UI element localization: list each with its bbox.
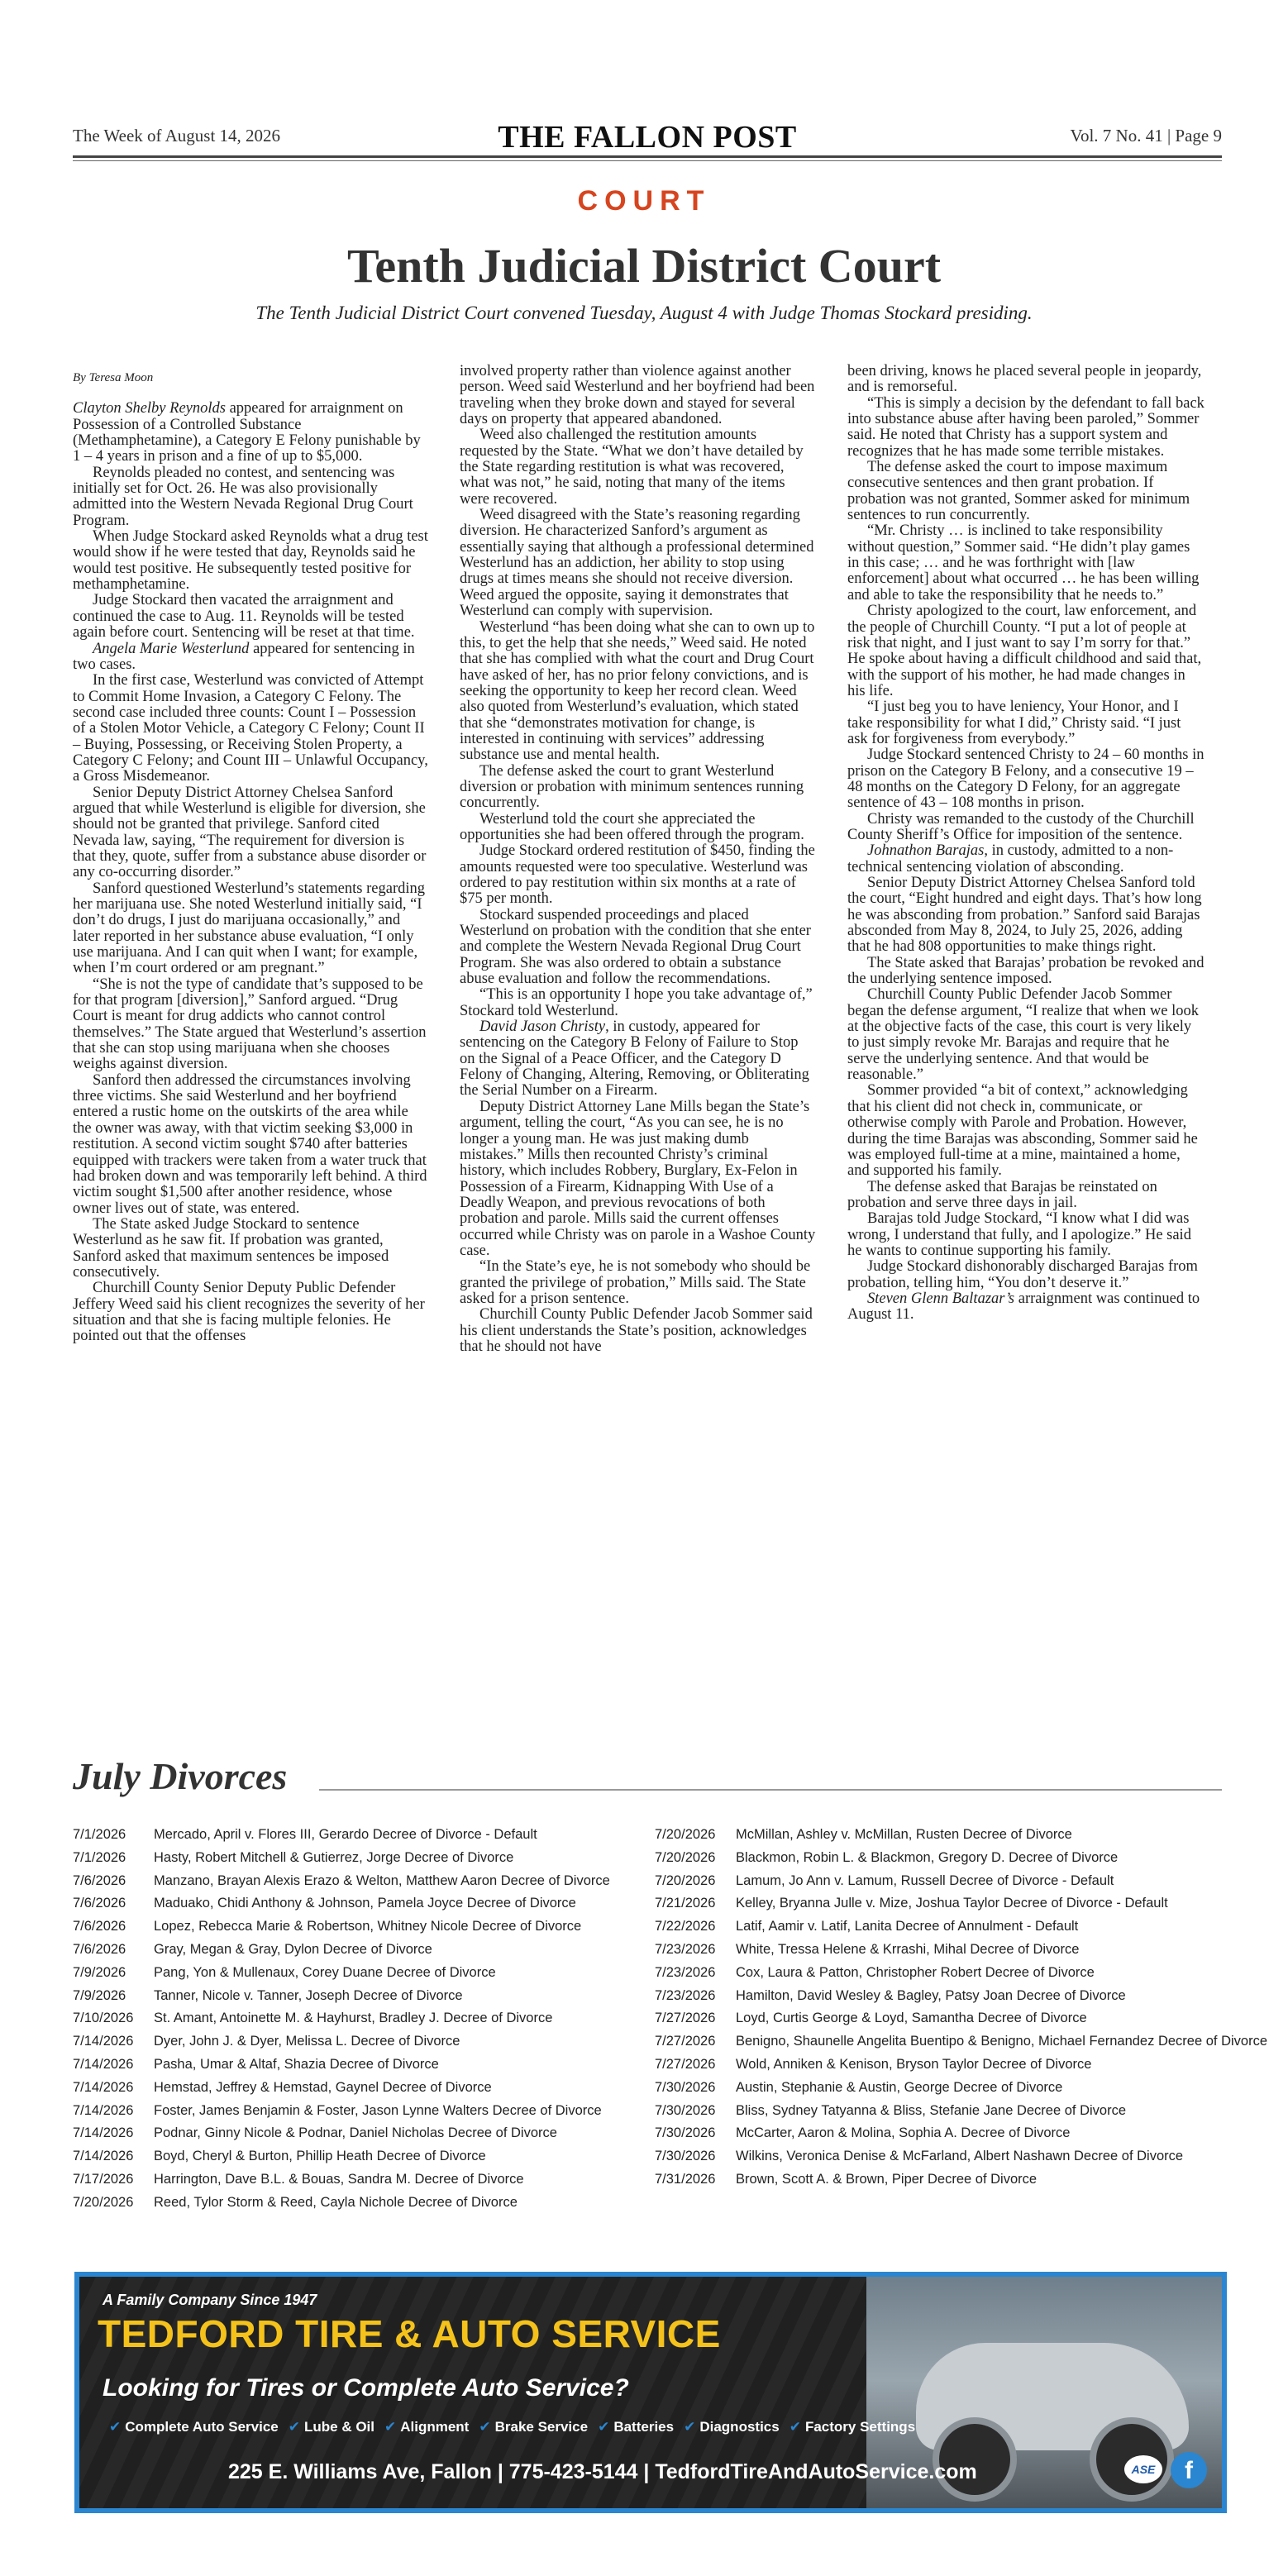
ad-service-item bbox=[598, 2419, 674, 2435]
defendant-name: Clayton Shelby Reynolds bbox=[73, 400, 226, 417]
divorce-case: Tanner, Nicole v. Tanner, Joseph Decree of Divorce bbox=[154, 1987, 463, 2003]
ad-service-label: Brake Service bbox=[494, 2419, 589, 2435]
paragraph: “She is not the type of candidate that’s supposed to be for that program [diversion],” Sanford argued. “Drug Court is meant for drug addicts who cannot control themselves.” The State argued that Westerlund’s assertion that she can stop using marijuana when she chooses weighs against diversion. bbox=[73, 976, 427, 1073]
paragraph: Deputy District Attorney Lane Mills began the State’s argument, telling the court, “As you can see, he is no longer a young man. He was just making dumb mistakes.” Mills then recounted Christy’s criminal history, which includes Robbery, Burglary, Ex-Felon in Possession of a Firearm, Kidnapping With Use of a Deadly Weapon, and previous revocations of both probation and parole. Mills said the current offenses occurred while Christy was on parole in a Washoe County case. bbox=[460, 1098, 816, 1259]
divorce-case: Blackmon, Robin L. & Blackmon, Gregory D. Decree of Divorce bbox=[736, 1849, 1119, 1865]
paragraph: The defense asked that Barajas be reinstated on probation and serve three days in jail. bbox=[847, 1178, 1157, 1211]
paragraph: Judge Stockard ordered restitution of $450, finding the amounts requested were too speculative. Westerlund was ordered to pay restitution within six months at a rate of $75 per month. bbox=[460, 842, 815, 908]
divorce-case: Latif, Aamir v. Latif, Lanita Decree of Annulment - Default bbox=[736, 1919, 1079, 1934]
divorce-date: 7/17/2026 bbox=[73, 2171, 134, 2187]
article-column-1 bbox=[73, 364, 430, 1345]
paragraph: Sanford then addressed the circumstances involving three victims. She said Westerlund and her boyfriend entered a rustic home on the outskirts of the area while the owner was away, with that victim seeking $3,000 in restitution. A second victim sought $740 after batteries equipped with trackers were taken from a water truck that had broken down and was temporarily left behind. A third victim sought $1,500 after another residence, whose owner lives out of state, was entered. bbox=[73, 1071, 427, 1217]
divorce-case: Austin, Stephanie & Austin, George Decree of Divorce bbox=[736, 2079, 1063, 2095]
divorce-case: Wold, Anniken & Kenison, Bryson Taylor Decree of Divorce bbox=[736, 2056, 1092, 2072]
divorce-case: Manzano, Brayan Alexis Erazo & Welton, Matthew Aaron Decree of Divorce bbox=[154, 1872, 610, 1888]
paragraph: Judge Stockard dishonorably discharged Barajas from probation, telling him, “You don’t deserve it.” bbox=[847, 1258, 1198, 1291]
divorce-date: 7/6/2026 bbox=[73, 1872, 126, 1888]
divorce-case: St. Amant, Antoinette M. & Hayhurst, Bradley J. Decree of Divorce bbox=[154, 2011, 553, 2026]
defendant-name: Johnathon Barajas bbox=[867, 842, 985, 860]
divorce-case: Boyd, Cheryl & Burton, Phillip Heath Decree of Divorce bbox=[154, 2149, 486, 2164]
divorce-row bbox=[655, 1892, 1217, 1915]
divorce-date: 7/1/2026 bbox=[73, 1849, 126, 1865]
divorce-row bbox=[73, 2030, 635, 2054]
divorce-case: Pang, Yon & Mullenaux, Corey Duane Decree of Divorce bbox=[154, 1964, 496, 1980]
divorce-date: 7/30/2026 bbox=[655, 2149, 716, 2164]
ad-service-item bbox=[109, 2419, 279, 2435]
divorce-row bbox=[655, 2007, 1217, 2030]
divorces-title: July Divorces bbox=[73, 1755, 288, 1797]
divorce-row bbox=[73, 2054, 635, 2077]
ad-slogan: Looking for Tires or Complete Auto Service? bbox=[103, 2374, 629, 2402]
header-rule bbox=[73, 155, 1222, 158]
divorce-date: 7/31/2026 bbox=[655, 2171, 716, 2187]
divorce-case: Foster, James Benjamin & Foster, Jason Lynne Walters Decree of Divorce bbox=[154, 2102, 602, 2118]
divorce-case: Dyer, John J. & Dyer, Melissa L. Decree of Divorce bbox=[154, 2034, 460, 2049]
divorce-row bbox=[655, 1962, 1217, 1985]
article-column-2 bbox=[460, 364, 817, 1355]
divorce-case: Hamilton, David Wesley & Bagley, Patsy Joan Decree of Divorce bbox=[736, 1987, 1126, 2003]
divorce-row bbox=[655, 2077, 1217, 2100]
paragraph: The defense asked the court to grant Westerlund diversion or probation with minimum sentences running concurrently. bbox=[460, 762, 804, 812]
divorce-row bbox=[655, 2145, 1217, 2168]
divorces-list-right bbox=[655, 1824, 1267, 2192]
divorce-date: 7/20/2026 bbox=[655, 1827, 716, 1842]
ad-service-label: Lube & Oil bbox=[303, 2419, 374, 2435]
divorce-row bbox=[655, 1985, 1217, 2008]
divorces-rule bbox=[319, 1789, 1222, 1791]
divorce-case: McMillan, Ashley v. McMillan, Rusten Decree of Divorce bbox=[736, 1827, 1072, 1842]
paragraph bbox=[847, 1291, 1205, 1324]
divorce-case: Wilkins, Veronica Denise & McFarland, Albert Nashawn Decree of Divorce bbox=[736, 2149, 1184, 2164]
paragraph: involved property rather than violence against another person. Weed said Westerlund and her boyfriend had been traveling when they broke down and stayed for several days on property that appeared abandoned. bbox=[460, 363, 815, 428]
divorces-list-left bbox=[73, 1824, 635, 2215]
divorce-row bbox=[655, 2030, 1267, 2054]
divorce-row bbox=[73, 1985, 635, 2008]
ad-service-item bbox=[684, 2419, 780, 2435]
divorce-date: 7/27/2026 bbox=[655, 2034, 716, 2049]
ad-service-item bbox=[479, 2419, 588, 2435]
paragraph-text: , in custody, appeared for sentencing on the Category B Felony of Failure to Stop on the Signal of a Peace Officer, and the Category D Felony of Changing, Altering, Removing, or Obliterating the Serial Number on a Firearm. bbox=[460, 1018, 809, 1100]
divorce-row bbox=[655, 2122, 1217, 2145]
divorce-date: 7/14/2026 bbox=[73, 2102, 134, 2118]
divorce-case: Harrington, Dave B.L. & Bouas, Sandra M. Decree of Divorce bbox=[154, 2171, 524, 2187]
divorce-row bbox=[73, 2168, 635, 2192]
paragraph: Stockard suspended proceedings and placed Westerlund on probation with the condition that she enter and complete the Western Nevada Regional Drug Court Program. She was also ordered to obtain a substance abuse evaluation and follow the recommendations. bbox=[460, 906, 811, 988]
divorce-row bbox=[655, 2100, 1217, 2123]
paragraph: “I just beg you to have leniency, Your Honor, and I take responsibility for what I did,” Christy said. “I just ask for forgiveness from everybody.” bbox=[847, 699, 1181, 747]
divorce-row bbox=[655, 2054, 1217, 2077]
divorce-case: Reed, Tylor Storm & Reed, Cayla Nichole Decree of Divorce bbox=[154, 2194, 518, 2210]
divorce-case: Bliss, Sydney Tatyanna & Bliss, Stefanie Jane Decree of Divorce bbox=[736, 2102, 1127, 2118]
headline: Tenth Judicial District Court bbox=[346, 239, 942, 293]
divorce-date: 7/9/2026 bbox=[73, 1964, 126, 1980]
divorce-row bbox=[73, 1915, 635, 1939]
divorce-date: 7/23/2026 bbox=[655, 1987, 716, 2003]
paragraph: Churchill County Senior Deputy Public Defender Jeffery Weed said his client recognizes the severity of her situation and that she is facing multiple felonies. He pointed out that the offenses bbox=[73, 1280, 425, 1345]
ad-service-label: Alignment bbox=[400, 2419, 470, 2435]
ad-service-label: Batteries bbox=[613, 2419, 675, 2435]
paragraph: Churchill County Public Defender Jacob Sommer began the defense argument, “I realize that when we look at the objective facts of the case, this court is very likely to just simply revoke Mr. Barajas and require that he serve the underlying sentence. And that would be reasonable.” bbox=[847, 986, 1199, 1084]
car-wheel bbox=[933, 2417, 1017, 2502]
paragraph-text: , in custody, admitted to a non-technical sentencing violation of absconding. bbox=[847, 842, 1174, 875]
divorce-date: 7/27/2026 bbox=[655, 2011, 716, 2026]
divorce-row bbox=[73, 1847, 635, 1870]
ase-logo-icon: ASE bbox=[1124, 2455, 1162, 2483]
divorce-case: Lopez, Rebecca Marie & Robertson, Whitney Nicole Decree of Divorce bbox=[154, 1919, 582, 1934]
divorce-case: Loyd, Curtis George & Loyd, Samantha Decree of Divorce bbox=[736, 2011, 1087, 2026]
divorce-case: Gray, Megan & Gray, Dylon Decree of Divorce bbox=[154, 1941, 432, 1957]
divorce-date: 7/20/2026 bbox=[73, 2194, 134, 2210]
divorce-row bbox=[73, 2077, 635, 2100]
ad-contact[interactable]: 225 E. Williams Ave, Fallon | 775-423-5144 | TedfordTireAndAutoService.com bbox=[228, 2460, 977, 2483]
paragraph bbox=[73, 401, 430, 465]
paragraph: Westerlund told the court she appreciated the opportunities she had been offered through the program. bbox=[460, 810, 804, 843]
divorce-date: 7/14/2026 bbox=[73, 2056, 134, 2072]
paragraph: Judge Stockard sentenced Christy to 24 – 60 months in prison on the Category B Felony, and a consecutive 19 – 48 months on the Category D Felony, for an aggregate sentence of 43 – 108 months in prison. bbox=[847, 747, 1205, 812]
divorce-case: Kelley, Bryanna Julle v. Mize, Joshua Taylor Decree of Divorce - Default bbox=[736, 1896, 1168, 1911]
checkmark-icon: ✔ bbox=[479, 2419, 491, 2435]
divorce-case: Cox, Laura & Patton, Christopher Robert Decree of Divorce bbox=[736, 1964, 1095, 1980]
paragraph: Judge Stockard then vacated the arraignment and continued the case to Aug. 11. Reynolds will be tested again before court. Sentencing will be reset at that time. bbox=[73, 592, 415, 642]
paragraph: The State asked that Barajas’ probation be revoked and the underlying sentence imposed. bbox=[847, 954, 1205, 988]
paragraph: Barajas told Judge Stockard, “I know what I did was wrong, I understand that fully, and I apologize.” He said he wants to continue supporting his family. bbox=[847, 1210, 1191, 1259]
paragraph: “This is simply a decision by the defendant to fall back into substance abuse after having been paroled,” Sommer said. He noted that Christy has a support system and recognizes that he has made some terrible mistakes. bbox=[847, 394, 1205, 460]
divorce-row bbox=[73, 2145, 635, 2168]
paragraph-text: appeared for arraignment on Possession of a Controlled Substance (Methamphetamine), a Category E Felony punishable by 1 – 4 years in prison and a fine of up to $5,000. bbox=[73, 400, 421, 465]
divorce-date: 7/30/2026 bbox=[655, 2102, 716, 2118]
divorce-case: Benigno, Shaunelle Angelita Buentipo & Benigno, Michael Fernandez Decree of Divorce bbox=[736, 2034, 1267, 2049]
divorce-date: 7/6/2026 bbox=[73, 1896, 126, 1911]
divorce-row bbox=[655, 1870, 1217, 1893]
divorce-case: White, Tressa Helene & Krrashi, Mihal Decree of Divorce bbox=[736, 1941, 1080, 1957]
paragraph: Weed also challenged the restitution amounts requested by the State. “What we don’t have detailed by the State regarding restitution is what was recovered, what was not,” he said, noting that many of the items were recovered. bbox=[460, 427, 804, 508]
ad-service-item bbox=[384, 2419, 469, 2435]
divorce-date: 7/14/2026 bbox=[73, 2034, 134, 2049]
paragraph bbox=[460, 1019, 817, 1100]
divorce-date: 7/14/2026 bbox=[73, 2125, 134, 2141]
divorce-date: 7/27/2026 bbox=[655, 2056, 716, 2072]
defendant-name: Steven Glenn Baltazar’s bbox=[867, 1290, 1015, 1307]
divorce-row bbox=[73, 2100, 635, 2123]
divorce-date: 7/6/2026 bbox=[73, 1919, 126, 1934]
volume-page: Vol. 7 No. 41 | Page 9 bbox=[1070, 126, 1222, 145]
checkmark-icon: ✔ bbox=[109, 2419, 122, 2435]
divorce-date: 7/20/2026 bbox=[655, 1849, 716, 1865]
divorce-row bbox=[73, 2122, 635, 2145]
divorce-row bbox=[73, 1962, 635, 1985]
checkmark-icon: ✔ bbox=[598, 2419, 610, 2435]
header-rule-thin bbox=[73, 160, 1222, 161]
paragraph: “This is an opportunity I hope you take advantage of,” Stockard told Westerlund. bbox=[460, 986, 813, 1019]
article-column-3 bbox=[847, 364, 1205, 1324]
divorce-date: 7/10/2026 bbox=[73, 2011, 134, 2026]
checkmark-icon: ✔ bbox=[789, 2419, 801, 2435]
facebook-icon[interactable]: f bbox=[1171, 2452, 1207, 2488]
divorce-row bbox=[73, 2007, 635, 2030]
ad-brand: TEDFORD TIRE & AUTO SERVICE bbox=[98, 2312, 721, 2355]
paragraph bbox=[73, 642, 430, 674]
divorce-row bbox=[73, 1892, 635, 1915]
masthead bbox=[73, 119, 1222, 155]
ad-service-item bbox=[789, 2419, 915, 2435]
divorce-row bbox=[655, 1915, 1217, 1939]
divorce-date: 7/22/2026 bbox=[655, 1919, 716, 1934]
paper-name: THE FALLON POST bbox=[498, 120, 797, 155]
tedford-ad[interactable] bbox=[74, 2272, 1227, 2513]
section-label: COURT bbox=[577, 185, 711, 217]
divorce-case: Maduako, Chidi Anthony & Johnson, Pamela Joyce Decree of Divorce bbox=[154, 1896, 576, 1911]
paragraph: Christy apologized to the court, law enforcement, and the people of Churchill County. “I put a lot of people at risk that night, and I just want to say I’m sorry for that.” He spoke about having a difficult childhood and said that, with the support of his mother, he had made changes in his life. bbox=[847, 603, 1202, 699]
divorce-row bbox=[655, 1824, 1217, 1847]
checkmark-icon: ✔ bbox=[684, 2419, 696, 2435]
paragraph: “Mr. Christy … is inclined to take responsibility without question,” Sommer said. “He didn’t play games in this case; … and he was forthright with [law enforcement] about what occurred … he has been willing and able to take the responsibility that he needs to.” bbox=[847, 522, 1200, 603]
divorce-date: 7/14/2026 bbox=[73, 2079, 134, 2095]
divorce-date: 7/30/2026 bbox=[655, 2125, 716, 2141]
divorce-case: Hasty, Robert Mitchell & Gutierrez, Jorge Decree of Divorce bbox=[154, 1849, 514, 1865]
divorce-case: Hemstad, Jeffrey & Hemstad, Gaynel Decree of Divorce bbox=[154, 2079, 492, 2095]
deck: The Tenth Judicial District Court convened Tuesday, August 4 with Judge Thomas Stockard presiding. bbox=[255, 303, 1033, 323]
paragraph bbox=[847, 843, 1205, 875]
paragraph: In the first case, Westerlund was convicted of Attempt to Commit Home Invasion, a Category C Felony. The second case included three counts: Count I – Possession of a Stolen Motor Vehicle, a Category C Felony; Count II – Buying, Possessing, or Receiving Stolen Property, a Category C Felony; and Count III – Unlawful Occupancy, a Gross Misdemeanor. bbox=[73, 672, 428, 785]
issue-date: The Week of August 14, 2026 bbox=[73, 126, 281, 145]
paragraph-text: appeared for sentencing in two cases. bbox=[73, 640, 415, 673]
paragraph: Christy was remanded to the custody of the Churchill County Sheriff’s Office for imposition of the sentence. bbox=[847, 810, 1195, 843]
paragraph: Churchill County Public Defender Jacob Sommer said his client understands the State’s position, acknowledges that he should not have bbox=[460, 1306, 813, 1355]
paragraph: Senior Deputy District Attorney Chelsea Sanford argued that while Westerlund is eligible for diversion, she should not be granted that privilege. Sanford cited Nevada law, saying, “The requirement for diversion is that they, quote, suffer from a substance abuse disorder or any co-occurring disorder.” bbox=[73, 784, 427, 881]
divorce-case: Lamum, Jo Ann v. Lamum, Russell Decree of Divorce - Default bbox=[736, 1872, 1114, 1888]
divorce-date: 7/9/2026 bbox=[73, 1987, 126, 2003]
ad-services bbox=[109, 2419, 925, 2435]
byline: By Teresa Moon bbox=[73, 371, 154, 384]
ad-service-label: Diagnostics bbox=[699, 2419, 780, 2435]
divorce-row bbox=[655, 2168, 1217, 2192]
paragraph: “In the State’s eye, he is not somebody who should be granted the privilege of probation,” Mills said. The State asked for a prison sentence. bbox=[460, 1258, 811, 1307]
divorce-date: 7/14/2026 bbox=[73, 2149, 134, 2164]
ad-tagline: A Family Company Since 1947 bbox=[103, 2292, 317, 2308]
divorce-row bbox=[73, 2192, 635, 2215]
divorce-case: Podnar, Ginny Nicole & Podnar, Daniel Nicholas Decree of Divorce bbox=[154, 2125, 557, 2141]
ad-service-label: Factory Settings bbox=[804, 2419, 916, 2435]
defendant-name: David Jason Christy bbox=[479, 1018, 606, 1036]
divorce-case: McCarter, Aaron & Molina, Sophia A. Decree of Divorce bbox=[736, 2125, 1071, 2141]
paragraph: The defense asked the court to impose maximum consecutive sentences and then grant probation. If probation was not granted, Sommer asked for minimum sentences to run concurrently. bbox=[847, 459, 1190, 524]
paragraph-text: arraignment was continued to August 11. bbox=[847, 1290, 1200, 1324]
divorce-date: 7/20/2026 bbox=[655, 1872, 716, 1888]
divorce-case: Pasha, Umar & Altaf, Shazia Decree of Divorce bbox=[154, 2056, 439, 2072]
paragraph: The State asked Judge Stockard to sentence Westerlund as he saw fit. If probation was granted, Sanford asked that maximum sentences be imposed consecutively. bbox=[73, 1215, 389, 1281]
divorce-row bbox=[655, 1939, 1217, 1962]
paragraph: Reynolds pleaded no contest, and sentencing was initially set for Oct. 26. He was also provisionally admitted into the Western Nevada Regional Drug Court Program. bbox=[73, 464, 413, 529]
ad-service-item bbox=[289, 2419, 374, 2435]
paragraph: Westerlund “has been doing what she can to own up to this, to get the help that she needs,” Weed said. He noted that she has complied with what the court and Drug Court have asked of her, has no prior felony convictions, and is seeking the opportunity to keep her record clean. Weed also quoted from Westerlund’s evaluation, which stated that she “demonstrates motivation for change, is interested in continuing with services” addressing substance use and mental health. bbox=[460, 618, 815, 764]
divorce-row bbox=[655, 1847, 1217, 1870]
paragraph: been driving, knows he placed several people in jeopardy, and is remorseful. bbox=[847, 363, 1202, 396]
divorce-date: 7/23/2026 bbox=[655, 1964, 716, 1980]
paragraph: When Judge Stockard asked Reynolds what a drug test would show if he were tested that day, Reynolds said he would test positive. He subsequently tested positive for methamphetamine. bbox=[73, 528, 428, 594]
divorce-row bbox=[73, 1870, 635, 1893]
divorce-row bbox=[73, 1939, 635, 1962]
divorce-case: Mercado, April v. Flores III, Gerardo Decree of Divorce - Default bbox=[154, 1827, 537, 1842]
divorce-row bbox=[73, 1824, 635, 1847]
paragraph: Sommer provided “a bit of context,” acknowledging that his client did not check in, communicate, or otherwise comply with Parole and Probation. However, during the time Barajas was absconding, Sommer said he was employed full-time at a mine, maintained a home, and supported his family. bbox=[847, 1082, 1198, 1180]
checkmark-icon: ✔ bbox=[384, 2419, 397, 2435]
paragraph: Senior Deputy District Attorney Chelsea Sanford told the court, “Eight hundred and eight days. That’s how long he was absconding from probation.” Sanford said Barajas absconded from May 8, 2024, to July 25, 2026, adding that he had 808 opportunities to make things right. bbox=[847, 875, 1202, 956]
divorce-date: 7/30/2026 bbox=[655, 2079, 716, 2095]
paragraph: Sanford questioned Westerlund’s statements regarding her marijuana use. She noted Westerlund initially said, “I don’t do drugs, I just do marijuana occasionally,” and later reported in her substance abuse evaluation, “I only use marijuana. And I can quit when I want; for example, when I’m court ordered or am pregnant.” bbox=[73, 880, 425, 977]
divorce-date: 7/6/2026 bbox=[73, 1941, 126, 1957]
paragraph: Weed disagreed with the State’s reasoning regarding diversion. He characterized Sanford’s argument as essentially saying that although a professional determined Westerlund has an addiction, her ability to stop using drugs at times means she should not receive diversion. Weed argued the opposite, saying it demonstrates that Westerlund can comply with supervision. bbox=[460, 507, 814, 620]
checkmark-icon: ✔ bbox=[288, 2419, 300, 2435]
divorce-date: 7/21/2026 bbox=[655, 1896, 716, 1911]
divorce-date: 7/23/2026 bbox=[655, 1941, 716, 1957]
divorce-date: 7/1/2026 bbox=[73, 1827, 126, 1842]
defendant-name: Angela Marie Westerlund bbox=[93, 640, 250, 657]
ad-service-label: Complete Auto Service bbox=[125, 2419, 279, 2435]
divorce-case: Brown, Scott A. & Brown, Piper Decree of Divorce bbox=[736, 2171, 1038, 2187]
